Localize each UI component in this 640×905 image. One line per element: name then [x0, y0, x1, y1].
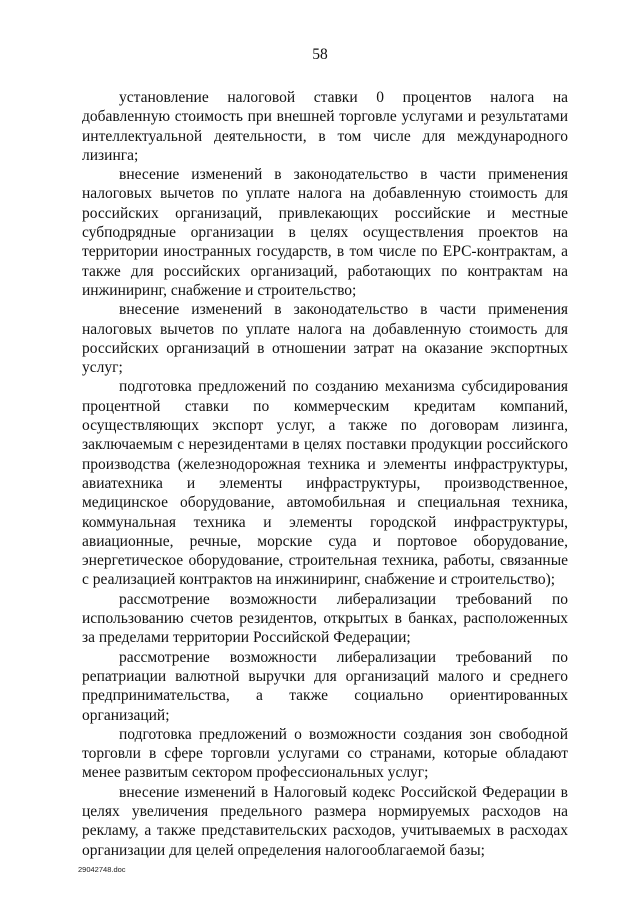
- paragraph: рассмотрение возможности либерализации требований по использованию счетов резидентов, открытых в банках, расположенных за пределами территории Российской Федерации;: [82, 590, 568, 647]
- page-number: 58: [312, 46, 328, 63]
- paragraph: подготовка предложений по созданию механизма субсидирования процентной ставки по коммерческим кредитам компаний, осуществляющих экспорт услуг, а также по договорам лизинга, заключаемым с нерезидентами в целях поставки продукции российского производства (железнодорожная техника и элементы инфраструктуры, авиатехника и элементы инфраструктуры, производственное, медицинское оборудование, автомобильная и специальная техника, коммунальная техника и элементы городской инфраструктуры, авиационные, речные, морские суда и портовое оборудование, энергетическое оборудование, строительная техника, работы, связанные с реализацией контрактов на инжиниринг, снабжение и строительство);: [82, 378, 568, 589]
- paragraph: внесение изменений в Налоговый кодекс Российской Федерации в целях увеличения предельного размера нормируемых расходов на рекламу, а также представительских расходов, учитываемых в расходах организации для целей определения налогооблагаемой базы;: [82, 783, 568, 859]
- paragraph: установление налоговой ставки 0 процентов налога на добавленную стоимость при внешней торговле услугами и результатами интеллектуальной деятельности, в том числе для международного лизинга;: [82, 89, 568, 164]
- paragraph: внесение изменений в законодательство в части применения налоговых вычетов по уплате налога на добавленную стоимость для российских организаций, привлекающих российские и местные субподрядные организации в целях осуществления проектов на территории иностранных государств, в том числе по ЕРС-контрактам, а также для российских организаций, работающих по контрактам на инжиниринг, снабжение и строительство;: [82, 166, 568, 299]
- paragraph: внесение изменений в законодательство в части применения налоговых вычетов по уплате налога на добавленную стоимость для российских организаций в отношении затрат на оказание экспортных услуг;: [82, 301, 568, 377]
- paragraph: подготовка предложений о возможности создания зон свободной торговли в сфере торговли услугами со странами, которые обладают менее развитым сектором профессиональных услуг;: [82, 725, 568, 782]
- footer-file-code: 29042748.doc: [78, 865, 126, 874]
- paragraph: рассмотрение возможности либерализации требований по репатриации валютной выручки для организаций малого и среднего предпринимательства, а также социально ориентированных организаций;: [82, 648, 568, 724]
- body-text: [82, 88, 568, 860]
